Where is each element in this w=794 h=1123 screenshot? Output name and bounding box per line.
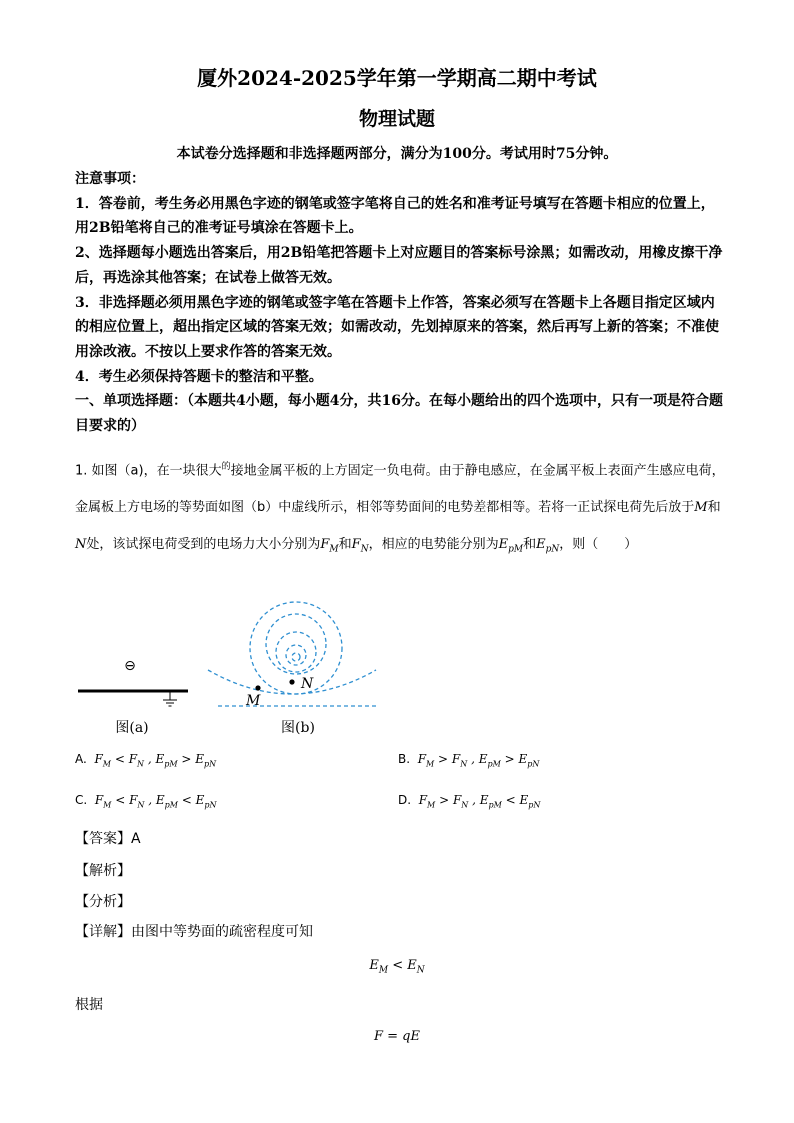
figure-a-label: 图(a) — [115, 720, 149, 736]
according-text: 根据 — [75, 997, 103, 1013]
stem-text: ，则（ ） — [559, 537, 638, 553]
relation: < — [115, 793, 126, 807]
option-letter: C. — [75, 793, 88, 807]
answer-tag: 【答案】 — [75, 831, 131, 847]
subject-title: 物理试题 — [358, 108, 435, 130]
equation-1: $E_M < E_N$ — [369, 958, 425, 976]
relation: > — [181, 752, 192, 766]
stem-text: ，相应的电势能分别为 — [368, 537, 499, 553]
point-m: M — [694, 500, 708, 516]
stem-de: 的 — [221, 462, 231, 472]
symbol-epn: $E_{pN}$ — [536, 537, 560, 555]
note-item: 4．考生必须保持答题卡的整洁和平整。 — [75, 368, 323, 385]
label-m: M — [246, 693, 261, 709]
ground-icon — [163, 691, 177, 706]
relation: < — [114, 752, 125, 766]
symbol-fn: $F_N$ — [351, 537, 369, 555]
relation: < — [181, 793, 192, 807]
notes-block — [75, 167, 725, 439]
equation-2: F = qE — [374, 1029, 420, 1044]
detail-tag: 【详解】 — [75, 924, 131, 940]
relation: > — [504, 752, 515, 766]
section-heading: 一、单项选择题：（本题共4小题，每小题4分，共16分。在每小题给出的四个选项中，只有一项是符合题目要求的） — [75, 393, 723, 435]
point-m-dot — [255, 685, 260, 690]
detail-text: 由图中等势面的疏密程度可知 — [131, 924, 313, 940]
answer-value: A — [131, 831, 141, 847]
option-formula: $F_M > F_N$ , $E_{pM} > E_{pN}$ — [413, 752, 540, 769]
answer-line — [75, 828, 141, 848]
relation: < — [505, 793, 516, 807]
stem-and: 和 — [523, 537, 537, 553]
exam-title: 厦外2024-2025学年第一学期高二期中考试 — [197, 66, 597, 90]
analysis-tag: 【解析】 — [75, 863, 131, 879]
option-c[interactable] — [75, 793, 217, 809]
symbol-fm: $F_M$ — [320, 537, 339, 555]
equipotential-lines — [208, 602, 376, 706]
relation: > — [439, 793, 450, 807]
negative-charge-icon: ⊖ — [124, 658, 136, 674]
option-letter: D. — [398, 793, 412, 807]
stem-text: 处，该试探电荷受到的电场力大小分别为 — [86, 537, 321, 553]
figure-b-label: 图(b) — [281, 720, 315, 736]
relation: > — [438, 752, 449, 766]
exam-intro: 本试卷分选择题和非选择题两部分，满分为100分。考试用时75分钟。 — [176, 146, 618, 162]
notes-heading: 注意事项： — [75, 171, 145, 187]
stem-and: 和 — [707, 500, 721, 516]
stem-and: 和 — [338, 537, 352, 553]
stem-text: 1. 如图（a)，在一块很大 — [75, 463, 222, 479]
symbol-epm: $E_{pM}$ — [498, 537, 524, 555]
note-item: 3．非选择题必须用黑色字迹的钢笔或签字笔在答题卡上作答，答案必须写在答题卡上各题目指定区域内的相应位置上，超出指定区域的答案无效；如需改动，先划掉原来的答案，然后再写上新的答案；不准使用涂改液。不按以上要求作答的答案无效。 — [75, 294, 719, 360]
option-a[interactable] — [75, 752, 216, 768]
option-d[interactable] — [398, 793, 540, 809]
fenxi-tag: 【分析】 — [75, 894, 131, 910]
point-n-dot — [289, 679, 294, 684]
question-1-figure — [70, 590, 390, 740]
note-item: 2、选择题每小题选出答案后，用2B铅笔把答题卡上对应题目的答案标号涂黑；如需改动，用橡皮擦干净后，再选涂其他答案；在试卷上做答无效。 — [75, 245, 723, 286]
option-formula: $F_M > F_N$ , $E_{pM} < E_{pN}$ — [414, 793, 541, 810]
option-formula: $F_M < F_N$ , $E_{pM} > E_{pN}$ — [90, 752, 217, 769]
question-1-stem — [75, 449, 725, 569]
stem-text: 接地金属平板的上方固定一负电荷。由于静电感应，在金属平板上表面产生感应电荷，金属板上方电场的等势面如图（b）中虚线所示，相邻等势面间的电势差都相等。若将一正试探电荷先后放于 — [75, 463, 725, 516]
label-n: N — [301, 676, 314, 692]
option-letter: A. — [75, 752, 87, 766]
option-formula: $F_M < F_N$ , $E_{pM} < E_{pN}$ — [91, 793, 217, 810]
note-item: 1．答卷前，考生务必用黑色字迹的钢笔或签字笔将自己的姓名和准考证号填写在答题卡相应的位置上，用2B铅笔将自己的准考证号填涂在答题卡上。 — [75, 195, 715, 237]
option-b[interactable] — [398, 752, 539, 768]
point-n: N — [75, 537, 87, 553]
option-letter: B. — [398, 752, 411, 766]
detail-line — [75, 921, 313, 941]
